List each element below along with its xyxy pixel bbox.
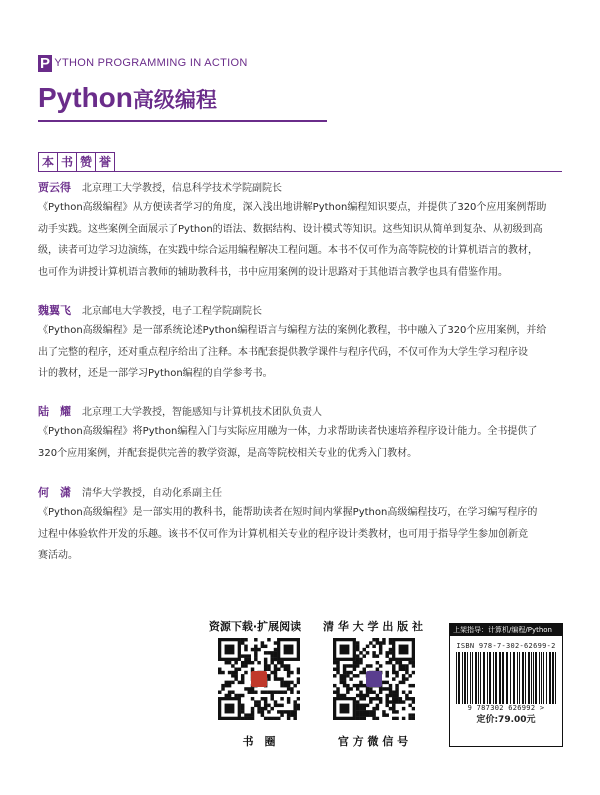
qr-left-top-label: 资源下载·扩展阅读 [208,620,302,633]
review-block [38,403,562,464]
review-line: 320个应用案例，并配套提供完善的教学资源，是高等院校相关专业的优秀入门教材。 [38,447,418,459]
qr-left-bottom-label: 书 圈 [242,735,276,748]
reviewer-name: 何 潇 [38,486,71,499]
review-line: 计的教材，还是一部学习Python编程的自学参考书。 [38,368,273,379]
isbn-label: ISBN 978-7-302-62699-2 [456,642,556,650]
series-label [38,55,248,72]
review-line: 《Python高级编程》将Python编程入门与实际应用融为一体，力求帮助读者快速培养程序设计能力。全书提供了 [38,426,538,437]
qr-code-pattern [218,638,300,720]
book-title-en: Python [38,82,133,113]
praise-header-char: 誉 [99,155,112,169]
series-initial: P [40,55,51,72]
qr-code-publisher[interactable] [333,638,415,720]
reviewer-line [38,302,562,320]
reviewer-role: 北京邮电大学教授，电子工程学院副院长 [82,306,262,317]
book-title [38,82,217,114]
review-line: 出了完整的程序，还对重点程序给出了注释。本书配套提供教学课件与程序代码，不仅可作为大学生学习程序设 [38,346,528,358]
price-label: 定价:79.00元 [476,715,536,725]
review-text [38,502,562,567]
barcode-block [449,623,563,747]
review-text [38,197,562,283]
review-line: 《Python高级编程》从方便读者学习的角度，深入浅出地讲解Python编程知识要点，并提供了320个应用案例帮助 [38,202,547,213]
praise-header-char: 本 [39,153,58,171]
reviewer-name: 贾云得 [38,181,71,194]
review-line: 过程中体验软件开发的乐趣。该书不仅可作为计算机相关专业的程序设计类教材，也可用于指导学生参加创新竞 [38,528,528,540]
qr-right-bottom-label: 官 方 微 信 号 [337,735,409,748]
review-text [38,320,562,385]
praise-header-divider [38,171,562,172]
qr-right-top-label: 清 华 大 学 出 版 社 [323,620,423,633]
reviewer-name: 魏翼飞 [38,304,71,317]
review-block [38,484,562,567]
review-line: 《Python高级编程》是一部实用的教科书，能帮助读者在短时间内掌握Python高级编程技巧，在学习编写程序的 [38,507,538,518]
review-line: 也可作为讲授计算机语言教师的辅助教科书，书中应用案例的设计思路对于其他语言教学也具有借鉴作用。 [38,266,508,278]
review-line: 级，读者可边学习边演练，在实践中综合运用编程解决工程问题。本书不仅可作为高等院校的计算机语言的教材， [38,245,538,256]
qr-code-shuquan[interactable] [218,638,300,720]
reviewer-line [38,484,562,502]
shelf-guide: 上架指导：计算机/编程/Python [450,624,562,636]
qr-code-pattern [333,638,415,720]
review-text [38,421,562,464]
review-line: 赛活动。 [38,550,78,561]
reviewer-role: 清华大学教授，自动化系副主任 [82,488,222,499]
reviewer-line [38,403,562,421]
title-divider [38,120,327,122]
reviewer-name: 陆 耀 [38,405,71,418]
review-block [38,302,562,385]
barcode-digits: 9 787302 626992 > [467,704,545,712]
praise-header [38,152,115,172]
review-line: 动手实践。这些案例全面展示了Python的语法、数据结构、设计模式等知识。这些知识从简单到复杂、从初级到高 [38,223,543,235]
series-label-text: YTHON PROGRAMMING IN ACTION [54,57,248,69]
praise-header-char: 书 [58,153,77,171]
praise-header-char: 赞 [77,153,96,171]
reviewer-role: 北京理工大学教授，信息科学技术学院副院长 [82,183,282,194]
barcode-icon [454,652,558,704]
reviewer-line [38,179,562,197]
book-title-cn: 高级编程 [132,88,217,112]
reviewer-role: 北京理工大学教授，智能感知与计算机技术团队负责人 [82,407,322,418]
review-line: 《Python高级编程》是一部系统论述Python编程语言与编程方法的案例化教程，书中融入了320个应用案例，并给 [38,325,547,336]
review-block [38,179,562,283]
